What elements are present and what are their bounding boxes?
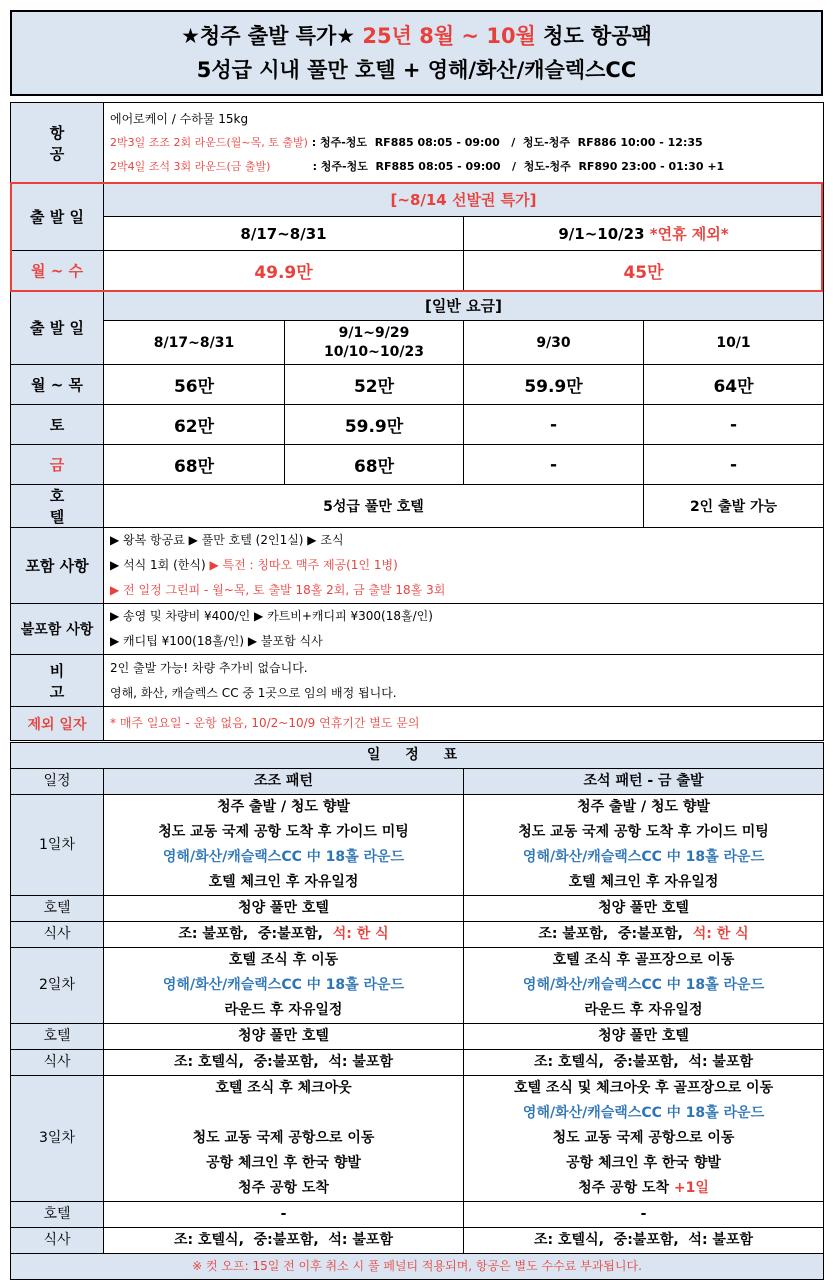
special-period-1: 8/17~8/31 bbox=[104, 217, 464, 251]
meal-dinner: 석: 한 식 bbox=[332, 926, 389, 942]
price-cell: 59.9만 bbox=[464, 365, 644, 405]
meal-row-label: 식사 bbox=[11, 1228, 104, 1254]
itinerary-line: 청도 교동 국제 공항으로 이동 bbox=[192, 1130, 375, 1146]
price-row-saturday bbox=[11, 405, 824, 445]
special-price-2: 45만 bbox=[464, 251, 824, 291]
airline-carrier: 에어로케이 / 수하물 15kg bbox=[110, 111, 249, 126]
itinerary-line: 청주 출발 / 청도 향발 bbox=[217, 799, 350, 815]
day3-meal-b: 조: 호텔식, 중:불포함, 석: 불포함 bbox=[464, 1228, 824, 1254]
airline-plan-2 bbox=[110, 155, 823, 179]
schedule-table bbox=[10, 742, 824, 1280]
arrival-plus-day: +1일 bbox=[673, 1180, 709, 1196]
day3-pattern-b bbox=[464, 1076, 824, 1202]
remarks-line-2: 영해, 화산, 캐슬렉스 CC 중 1곳으로 임의 배정 됩니다. bbox=[110, 685, 397, 700]
remarks-label: 비 고 bbox=[11, 655, 104, 707]
price-cell: 59.9만 bbox=[285, 405, 464, 445]
hotel-row-label: 호텔 bbox=[11, 1202, 104, 1228]
itinerary-line: 호텔 체크인 후 자유일정 bbox=[568, 874, 719, 890]
header-line-2: 5성급 시내 풀만 호텔 + 영해/화산/캐슬렉스CC bbox=[196, 58, 637, 82]
hotel-row-label: 호텔 bbox=[11, 896, 104, 922]
special-departure-label: 출 발 일 bbox=[11, 183, 104, 251]
general-period-3: 9/30 bbox=[464, 321, 644, 365]
itinerary-line: 공항 체크인 후 한국 향발 bbox=[206, 1155, 361, 1171]
itinerary-line: 청주 출발 / 청도 향발 bbox=[577, 799, 710, 815]
itinerary-line: 청도 교동 국제 공항 도착 후 가이드 미팅 bbox=[518, 824, 769, 840]
excluded-line-1: ▶ 송영 및 차량비 ¥400/인 ▶ 카트비+캐디피 ¥300(18홀/인) bbox=[110, 609, 433, 623]
price-cell: 56만 bbox=[104, 365, 285, 405]
meal-dinner: 석: 한 식 bbox=[692, 926, 749, 942]
special-period-2-text: 9/1~10/23 bbox=[558, 225, 645, 243]
day3-hotel-a: - bbox=[104, 1202, 464, 1228]
day1-pattern-b bbox=[464, 795, 824, 896]
price-cell: 52만 bbox=[285, 365, 464, 405]
general-period-1: 8/17~8/31 bbox=[104, 321, 285, 365]
airline-plan-1 bbox=[110, 131, 823, 155]
itinerary-line: 호텔 조식 후 골프장으로 이동 bbox=[552, 952, 735, 968]
day2-hotel-b: 청양 풀만 호텔 bbox=[464, 1024, 824, 1050]
itinerary-line: 영해/화산/캐슬랙스CC 中 18홀 라운드 bbox=[162, 977, 405, 993]
itinerary-line: 호텔 조식 후 이동 bbox=[228, 952, 339, 968]
day2-pattern-a bbox=[104, 948, 464, 1024]
special-period-2 bbox=[464, 217, 824, 251]
cancellation-footer: ※ 컷 오프: 15일 전 이후 취소 시 풀 페널티 적용되며, 항공은 별도 수수료 부과됩니다. bbox=[11, 1254, 824, 1280]
itinerary-line: 공항 체크인 후 한국 향발 bbox=[566, 1155, 721, 1171]
itinerary-line: 호텔 조식 및 체크아웃 후 골프장으로 이동 bbox=[513, 1080, 774, 1096]
price-table bbox=[10, 102, 824, 741]
page-header bbox=[10, 10, 823, 96]
excluded-list bbox=[104, 604, 824, 655]
itinerary-line: 청도 교동 국제 공항으로 이동 bbox=[552, 1130, 735, 1146]
price-cell: - bbox=[644, 405, 824, 445]
price-cell: 68만 bbox=[285, 445, 464, 485]
included-line-2 bbox=[110, 553, 823, 578]
price-cell: - bbox=[464, 445, 644, 485]
day2-label: 2일차 bbox=[11, 948, 104, 1024]
header-period: 25년 8월 ~ 10월 bbox=[362, 24, 536, 48]
exclusion-label: 제외 일자 bbox=[11, 707, 104, 741]
general-period-2 bbox=[285, 321, 464, 365]
schedule-title: 일 정 표 bbox=[11, 743, 824, 769]
included-line-1: ▶ 왕복 항공료 ▶ 풀만 호텔 (2인1실) ▶ 조식 bbox=[110, 533, 344, 547]
excluded-label: 불포함 사항 bbox=[11, 604, 104, 655]
price-cell: - bbox=[464, 405, 644, 445]
day1-pattern-a bbox=[104, 795, 464, 896]
row-label-mon-thu: 월 ~ 목 bbox=[11, 365, 104, 405]
general-departure-label: 출 발 일 bbox=[11, 291, 104, 365]
meal-text: 조: 불포함, 중:불포함, bbox=[178, 926, 333, 942]
remarks-list bbox=[104, 655, 824, 707]
day3-label: 3일차 bbox=[11, 1076, 104, 1202]
itinerary-line: 영해/화산/캐슬랙스CC 中 18홀 라운드 bbox=[522, 977, 765, 993]
price-cell: 64만 bbox=[644, 365, 824, 405]
day3-meal-a: 조: 호텔식, 중:불포함, 석: 불포함 bbox=[104, 1228, 464, 1254]
hotel-note: 2인 출발 가능 bbox=[644, 485, 824, 528]
itinerary-line: 영해/화산/캐슬랙스CC 中 18홀 라운드 bbox=[522, 849, 765, 865]
itinerary-line: 청도 교동 국제 공항 도착 후 가이드 미팅 bbox=[158, 824, 409, 840]
special-price-1: 49.9만 bbox=[104, 251, 464, 291]
itinerary-line: 호텔 체크인 후 자유일정 bbox=[208, 874, 359, 890]
itinerary-line: 영해/화산/캐슬랙스CC 中 18홀 라운드 bbox=[522, 1105, 765, 1121]
included-dinner: ▶ 석식 1회 (한식) bbox=[110, 558, 210, 572]
included-line-3: ▶ 전 일정 그린피 - 월~목, 토 출발 18홀 2회, 금 출발 18홀 3회 bbox=[110, 583, 446, 597]
schedule-col-day: 일정 bbox=[11, 769, 104, 795]
excluded-line-2: ▶ 캐디팁 ¥100(18홀/인) ▶ 불포함 식사 bbox=[110, 634, 323, 648]
plan2-route: : 청주-청도 RF885 08:05 - 09:00 / 청도-청주 RF890 23:00 - 01:30 +1 bbox=[270, 159, 725, 173]
header-line-1 bbox=[181, 19, 652, 53]
airline-info bbox=[104, 103, 824, 183]
meal-row-label: 식사 bbox=[11, 1050, 104, 1076]
remarks-line-1: 2인 출발 가능! 차량 추가비 없습니다. bbox=[110, 660, 308, 675]
day2-pattern-b bbox=[464, 948, 824, 1024]
special-band: [~8/14 선발권 특가] bbox=[104, 183, 824, 217]
plan2-label: 2박4일 조석 3회 라운드(금 출발) bbox=[110, 159, 271, 173]
day2-meal-a: 조: 호텔식, 중:불포함, 석: 불포함 bbox=[104, 1050, 464, 1076]
day2-meal-b: 조: 호텔식, 중:불포함, 석: 불포함 bbox=[464, 1050, 824, 1076]
hotel-row-label: 호텔 bbox=[11, 1024, 104, 1050]
day1-label: 1일차 bbox=[11, 795, 104, 896]
plan1-route: : 청주-청도 RF885 08:05 - 09:00 / 청도-청주 RF886 10:00 - 12:35 bbox=[307, 135, 703, 149]
exclusion-text: * 매주 일요일 - 운항 없음, 10/2~10/9 연휴기간 별도 문의 bbox=[104, 707, 824, 741]
day1-hotel-b: 청양 풀만 호텔 bbox=[464, 896, 824, 922]
holiday-excluded-note: *연휴 제외* bbox=[644, 225, 729, 243]
airline-row bbox=[11, 103, 824, 183]
plan1-label: 2박3일 조조 2회 라운드(월~목, 토 출발) bbox=[110, 135, 308, 149]
itinerary-line: 라운드 후 자유일정 bbox=[224, 1002, 343, 1018]
general-period-2a: 9/1~9/29 bbox=[338, 324, 410, 341]
included-bonus: ▶ 특전 : 칭따오 맥주 제공(1인 1병) bbox=[209, 558, 398, 572]
itinerary-spacer bbox=[104, 1101, 463, 1126]
meal-row-label: 식사 bbox=[11, 922, 104, 948]
price-cell: 68만 bbox=[104, 445, 285, 485]
price-row-friday bbox=[11, 445, 824, 485]
itinerary-line: 청주 공항 도착 bbox=[238, 1180, 329, 1196]
day1-meal-b bbox=[464, 922, 824, 948]
row-label-sat: 토 bbox=[11, 405, 104, 445]
general-band: [일반 요금] bbox=[104, 291, 824, 321]
price-row-weekday bbox=[11, 365, 824, 405]
hotel-name: 5성급 풀만 호텔 bbox=[104, 485, 644, 528]
hotel-label: 호 텔 bbox=[11, 485, 104, 528]
price-cell: - bbox=[644, 445, 824, 485]
day2-hotel-a: 청양 풀만 호텔 bbox=[104, 1024, 464, 1050]
itinerary-line: 호텔 조식 후 체크아웃 bbox=[215, 1080, 352, 1096]
arrival-text: 청주 공항 도착 bbox=[578, 1180, 674, 1196]
day3-hotel-b: - bbox=[464, 1202, 824, 1228]
special-row-label: 월 ~ 수 bbox=[11, 251, 104, 291]
header-title-c: 청도 항공팩 bbox=[543, 24, 652, 48]
airline-label: 항 공 bbox=[11, 103, 104, 183]
schedule-col-b: 조석 패턴 - 금 출발 bbox=[464, 769, 824, 795]
day1-meal-a bbox=[104, 922, 464, 948]
general-period-2b: 10/10~10/23 bbox=[324, 343, 424, 360]
meal-text: 조: 불포함, 중:불포함, bbox=[538, 926, 693, 942]
itinerary-line: 라운드 후 자유일정 bbox=[584, 1002, 703, 1018]
included-list bbox=[104, 528, 824, 604]
schedule-col-a: 조조 패턴 bbox=[104, 769, 464, 795]
itinerary-line bbox=[464, 1176, 823, 1201]
row-label-fri: 금 bbox=[11, 445, 104, 485]
itinerary-line: 영해/화산/캐슬랙스CC 中 18홀 라운드 bbox=[162, 849, 405, 865]
price-cell: 62만 bbox=[104, 405, 285, 445]
day1-hotel-a: 청양 풀만 호텔 bbox=[104, 896, 464, 922]
included-label: 포함 사항 bbox=[11, 528, 104, 604]
general-period-4: 10/1 bbox=[644, 321, 824, 365]
header-title-a: ★청주 출발 특가★ bbox=[181, 24, 356, 48]
day3-pattern-a bbox=[104, 1076, 464, 1202]
